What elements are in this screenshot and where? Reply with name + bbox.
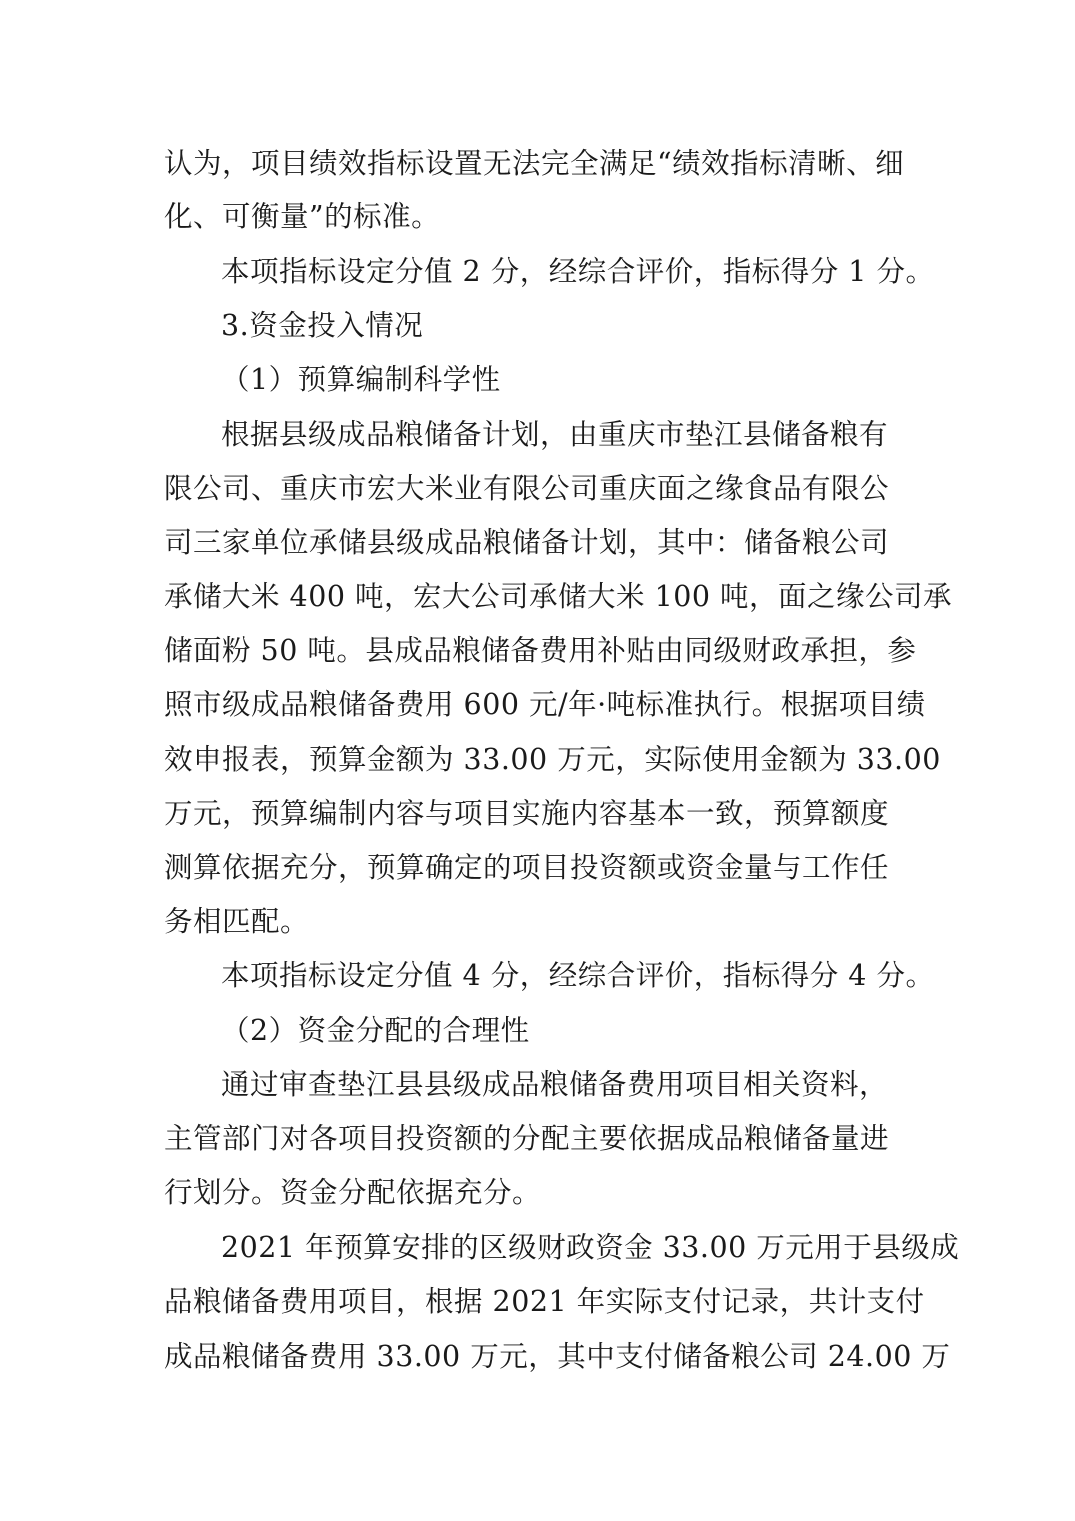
text-line-7: 限公司、重庆市宏大米业有限公司重庆面之缘食品有限公 xyxy=(164,472,890,505)
text-line-8: 司三家单位承储县级成品粮储备计划，其中：储备粮公司 xyxy=(164,526,890,559)
text-line-1: 认为，项目绩效指标设置无法完全满足“绩效指标清晰、细 xyxy=(164,147,905,180)
text-line-19: 主管部门对各项目投资额的分配主要依据成品粮储备量进 xyxy=(164,1122,890,1155)
text-line-21: 2021 年预算安排的区级财政资金 33.00 万元用于县级成 xyxy=(221,1231,960,1264)
score-line-1: 本项指标设定分值 2 分，经综合评价，指标得分 1 分。 xyxy=(221,255,935,288)
text-line-23: 成品粮储备费用 33.00 万元，其中支付储备粮公司 24.00 万 xyxy=(164,1340,951,1373)
text-line-20: 行划分。资金分配依据充分。 xyxy=(164,1176,542,1209)
text-line-15: 务相匹配。 xyxy=(164,905,310,938)
subsection-heading-1: （1）预算编制科学性 xyxy=(221,363,501,396)
section-heading: 3.资金投入情况 xyxy=(221,309,424,342)
text-line-14: 测算依据充分，预算确定的项目投资额或资金量与工作任 xyxy=(164,851,890,884)
text-line-10: 储面粉 50 吨。县成品粮储备费用补贴由同级财政承担，参 xyxy=(164,634,917,667)
text-line-18: 通过审查垫江县县级成品粮储备费用项目相关资料， xyxy=(221,1068,889,1101)
subsection-heading-2: （2）资金分配的合理性 xyxy=(221,1014,530,1047)
text-line-13: 万元，预算编制内容与项目实施内容基本一致，预算额度 xyxy=(164,797,890,830)
text-line-2: 化、可衡量”的标准。 xyxy=(164,200,441,233)
text-line-12: 效申报表，预算金额为 33.00 万元，实际使用金额为 33.00 xyxy=(164,743,941,776)
text-line-11: 照市级成品粮储备费用 600 元/年·吨标准执行。根据项目绩 xyxy=(164,688,926,721)
text-line-22: 品粮储备费用项目，根据 2021 年实际支付记录，共计支付 xyxy=(164,1285,925,1318)
text-line-6: 根据县级成品粮储备计划，由重庆市垫江县储备粮有 xyxy=(221,418,889,451)
text-line-9: 承储大米 400 吨，宏大公司承储大米 100 吨，面之缘公司承 xyxy=(164,580,953,613)
score-line-2: 本项指标设定分值 4 分，经综合评价，指标得分 4 分。 xyxy=(221,959,935,992)
